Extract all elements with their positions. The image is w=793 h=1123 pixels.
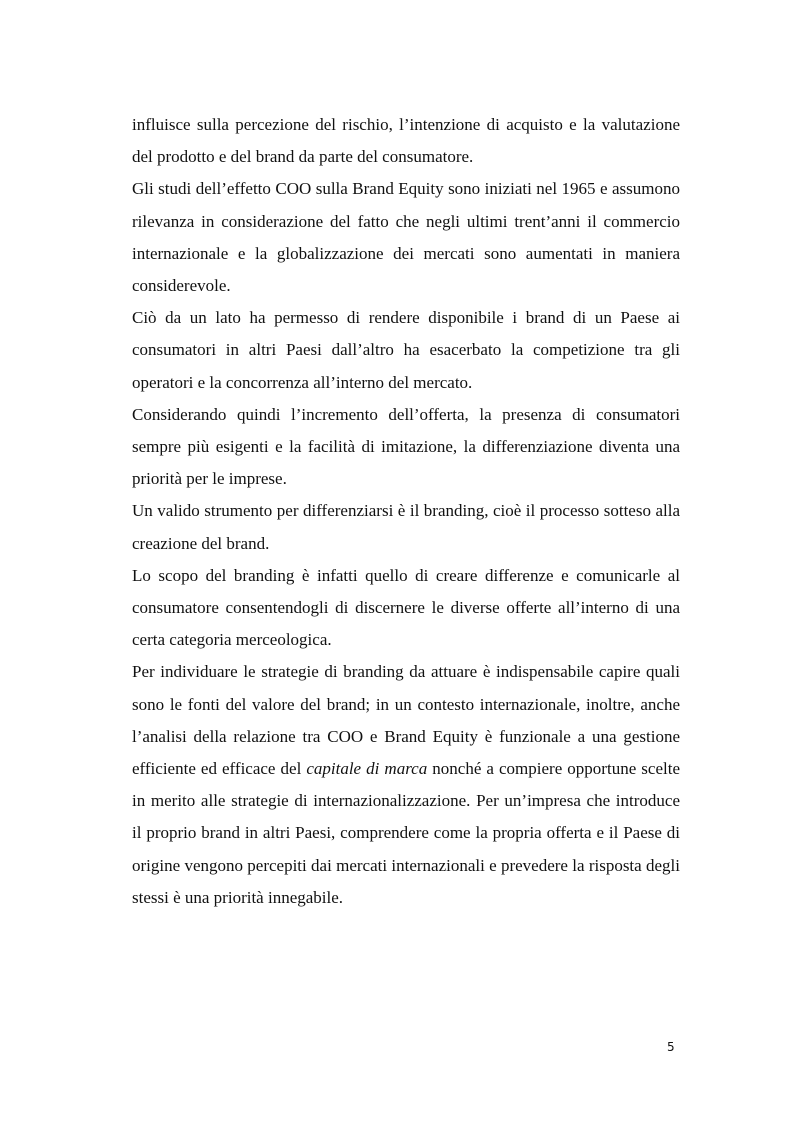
italic-term: capitale di marca [306,759,428,779]
paragraph-4: Considerando quindi l’incremento dell’offerta, la presenza di consumatori sempre più esigenti e la facilità di imitazione, la differenziazione diventa una priorità per le imprese. [132,404,680,489]
paragraph-7-text-start: Per individuare le strategie di branding da attuare è indispensabile capire quali sono le fonti del valore del brand; in un contesto internazionale, inoltre, anche l’analisi della relazione tra COO e Brand Equity è funzionale a una gestione efficiente ed efficace del [132,662,680,779]
paragraph-2: Gli studi dell’effetto COO sulla Brand Equity sono iniziati nel 1965 e assumono rilevanza in considerazione del fatto che negli ultimi trent’anni il commercio internazionale e la globalizzazione dei mercati sono aumentati in maniera considerevole. [132,179,680,296]
paragraph-3: Ciò da un lato ha permesso di rendere disponibile i brand di un Paese ai consumatori in altri Paesi dall’altro ha esacerbato la competizione tra gli operatori e la concorrenza all’interno del mercato. [132,308,680,392]
paragraph-5: Un valido strumento per differenziarsi è il branding, cioè il processo sotteso alla creazione del brand. [132,501,680,553]
page-body [132,109,680,914]
page-number: 5 [667,1040,675,1054]
paragraph-1: influisce sulla percezione del rischio, l’intenzione di acquisto e la valutazione del prodotto e del brand da parte del consumatore. [132,115,680,167]
paragraph-7-text-end: nonché a compiere opportune scelte in merito alle strategie di internazionalizzazione. Per un’impresa che introduce il proprio brand in altri Paesi, comprendere come la propria offerta e il Paese di origine vengono percepiti dai mercati internazionali e prevedere la risposta degli stessi è una priorità innegabile. [132,759,680,907]
paragraph-7 [132,656,680,914]
paragraph-6: Lo scopo del branding è infatti quello di creare differenze e comunicarle al consumatore consentendogli di discernere le diverse offerte all’interno di una certa categoria merceologica. [132,565,680,650]
